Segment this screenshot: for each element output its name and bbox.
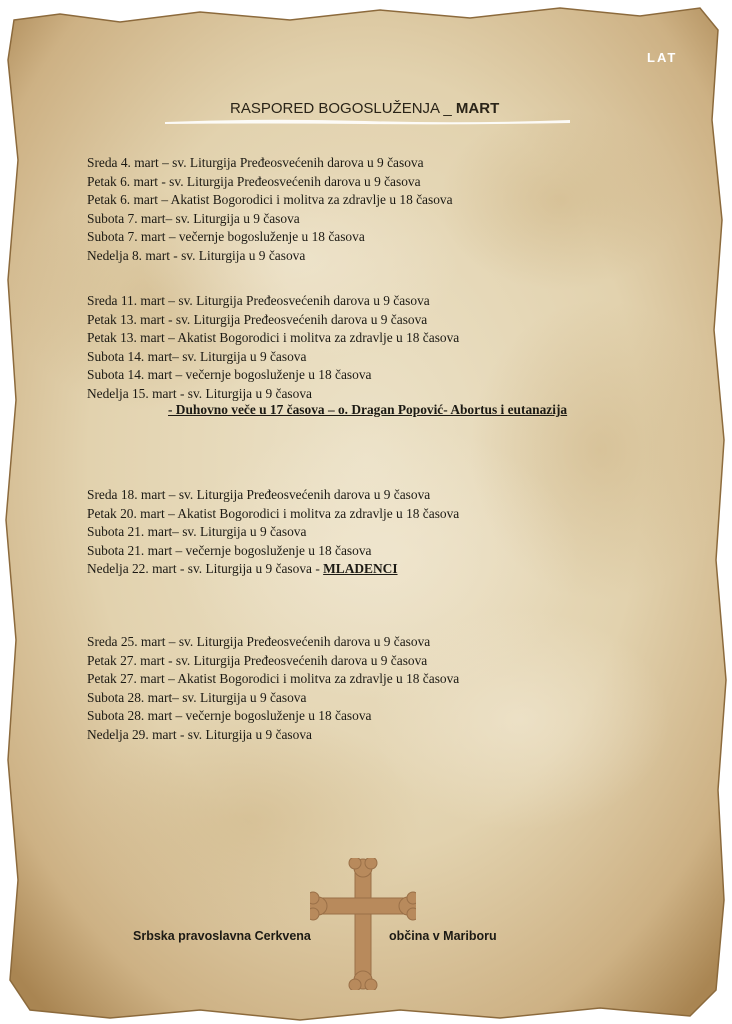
schedule-line: Sreda 11. mart – sv. Liturgija Pređeosvećenih darova u 9 časova [87,293,430,308]
schedule-line: Sreda 18. mart – sv. Liturgija Pređeosvećenih darova u 9 časova [87,487,431,502]
schedule-line-mladenci [87,560,647,579]
schedule-line: Subota 7. mart – večernje bogosluženje u 18 časova [87,229,365,244]
mladenci-highlight: MLADENCI [323,561,398,576]
schedule-line: Petak 6. mart - sv. Liturgija Pređeosvećenih darova u 9 časova [87,173,421,189]
schedule-line: Subota 21. mart – večernje bogosluženje u 18 časova [87,542,372,558]
title-brush-underline [165,117,570,125]
schedule-line: Sreda 4. mart – sv. Liturgija Pređeosvećenih darova u 9 časova [87,155,424,170]
language-badge[interactable]: LAT [647,50,678,65]
schedule-line: Nedelja 8. mart - sv. Liturgija u 9 časova [87,247,306,263]
schedule-line: Subota 14. mart– sv. Liturgija u 9 časova [87,348,307,364]
title-month: MART [455,100,500,117]
footer-organization-left: Srbska pravoslavna Cerkvena [133,929,311,943]
schedule-line: Nedelja 15. mart - sv. Liturgija u 9 časova [87,385,312,401]
schedule-line: Subota 7. mart– sv. Liturgija u 9 časova [87,210,300,226]
footer-organization-right: občina v Mariboru [389,929,497,943]
schedule-week-1 [87,154,647,265]
schedule-line: Sreda 25. mart – sv. Liturgija Pređeosvećenih darova u 9 časova [87,634,431,649]
schedule-line-text: Nedelja 22. mart - sv. Liturgija u 9 časova - [87,561,324,576]
schedule-line: Subota 28. mart – večernje bogosluženje u 18 časova [87,708,372,723]
schedule-line: Nedelja 29. mart - sv. Liturgija u 9 časova [87,726,312,742]
schedule-line: Petak 20. mart – Akatist Bogorodici i molitva za zdravlje u 18 časova [87,505,460,521]
schedule-line: Subota 14. mart – večernje bogosluženje u 18 časova [87,367,372,382]
schedule-line: Petak 13. mart – Akatist Bogorodici i molitva za zdravlje u 18 časova [87,330,460,345]
schedule-line: Subota 21. mart– sv. Liturgija u 9 časova [87,524,307,539]
special-event-notice: - Duhovno veče u 17 časova – o. Dragan Popović- Abortus i eutanazija [168,402,568,417]
schedule-week-4 [87,633,647,744]
schedule-line: Petak 27. mart - sv. Liturgija Pređeosvećenih darova u 9 časova [87,652,428,668]
title-prefix: RASPORED BOGOSLUŽENJA _ [230,100,452,117]
schedule-line: Petak 6. mart – Akatist Bogorodici i molitva za zdravlje u 18 časova [87,192,453,207]
orthodox-cross-icon [310,858,416,990]
schedule-line: Petak 13. mart - sv. Liturgija Pređeosvećenih darova u 9 časova [87,311,428,327]
schedule-week-2 [87,292,647,403]
schedule-line: Subota 28. mart– sv. Liturgija u 9 časova [87,689,307,705]
page-title [230,100,499,117]
schedule-line: Petak 27. mart – Akatist Bogorodici i molitva za zdravlje u 18 časova [87,671,460,686]
schedule-week-3 [87,486,647,579]
